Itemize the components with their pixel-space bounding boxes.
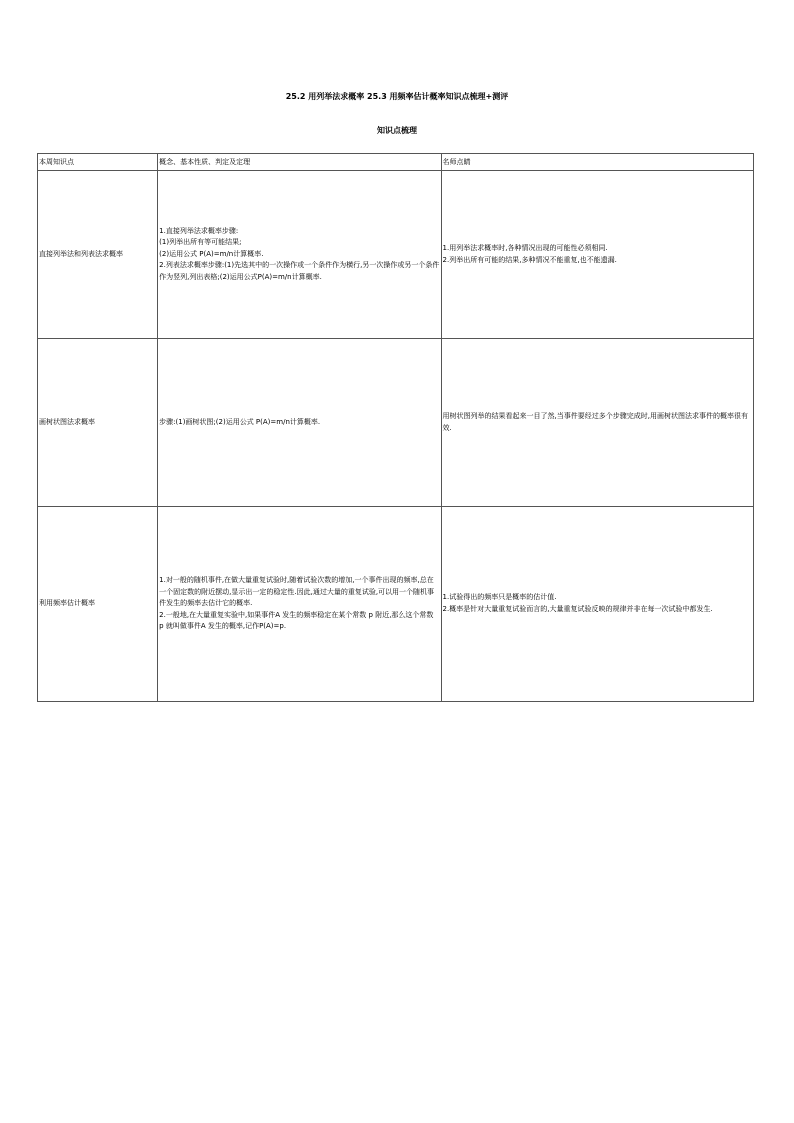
row-topic: 画树状图法求概率	[38, 339, 158, 507]
table-row	[38, 507, 754, 702]
row-concept: 1.直接列举法求概率步骤: (1)列举出所有等可能结果; (2)运用公式 P(A)=m/n计算概率. 2.列表法求概率步骤:(1)先选其中的一次操作或一个条件作为横行,另一次操作或另一个条件作为竖列,列出表格;(2)运用公式P(A)=m/n计算概率.	[158, 171, 441, 339]
header-topic: 本周知识点	[38, 154, 158, 171]
table-header-row	[38, 154, 754, 171]
header-tip: 名师点睛	[441, 154, 753, 171]
row-tip: 用树状图列举的结果看起来一目了然,当事件要经过多个步骤完成时,用画树状图法求事件的概率很有效.	[441, 339, 753, 507]
knowledge-table	[37, 153, 754, 702]
table-row	[38, 171, 754, 339]
row-concept: 步骤:(1)画树状图;(2)运用公式 P(A)=m/n计算概率.	[158, 339, 441, 507]
row-tip: 1.用列举法求概率时,各种情况出现的可能性必须相同. 2.列举出所有可能的结果,多种情况不能重复,也不能遗漏.	[441, 171, 753, 339]
header-concept: 概念、基本性质、判定及定理	[158, 154, 441, 171]
table-row	[38, 339, 754, 507]
row-tip: 1.试验得出的频率只是概率的估计值. 2.概率是针对大量重复试验而言的,大量重复试验反映的规律并非在每一次试验中都发生.	[441, 507, 753, 702]
document-title: 25.2 用列举法求概率 25.3 用频率估计概率知识点梳理+测评	[285, 92, 509, 101]
section-subtitle: 知识点梳理	[377, 126, 417, 135]
row-topic: 利用频率估计概率	[38, 507, 158, 702]
row-topic: 直接列举法和列表法求概率	[38, 171, 158, 339]
row-concept: 1.对一般的随机事件,在做大量重复试验时,随着试验次数的增加,一个事件出现的频率,总在一个固定数的附近摆动,显示出一定的稳定性.因此,通过大量的重复试验,可以用一个随机事件发生的频率去估计它的概率. 2.一般地,在大量重复实验中,如果事件A 发生的频率稳定在某个常数 p 附近,那么这个常数 p 就叫做事件A 发生的概率,记作P(A)=p.	[158, 507, 441, 702]
